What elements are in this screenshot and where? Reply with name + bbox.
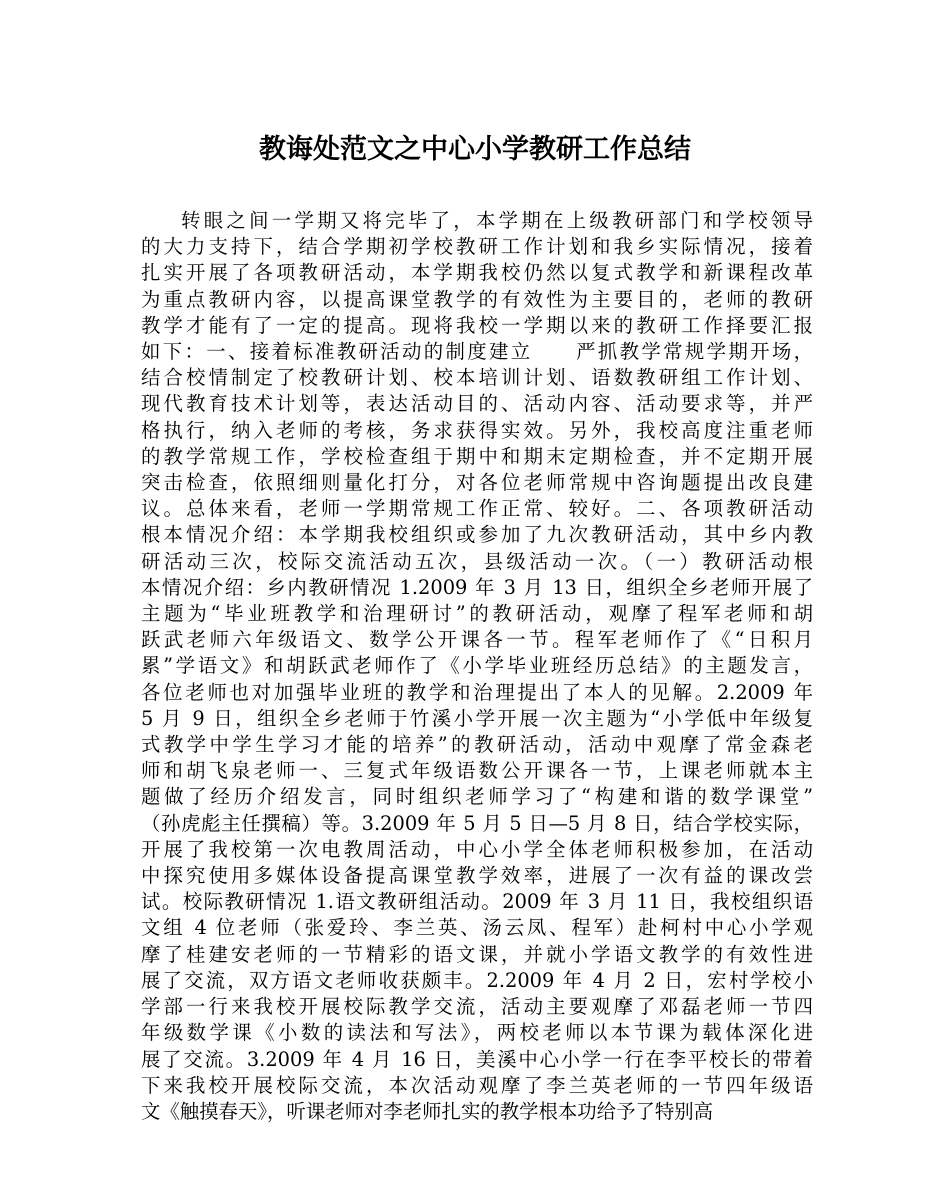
- body-line: 文组 4 位老师（张爱玲、李兰英、汤云凤、程军）赴柯村中心小学观: [141, 916, 813, 940]
- body-line: 开展了我校第一次电教周活动，中心小学全体老师积极参加，在活动: [141, 837, 813, 861]
- body-line: 展了交流，双方语文老师收获颇丰。2.2009 年 4 月 2 日，宏村学校小: [141, 968, 813, 992]
- body-line: 扎实开展了各项教研活动，本学期我校仍然以复式教学和新课程改革: [141, 261, 813, 285]
- body-line: 的教学常规工作，学校检查组于期中和期末定期检查，并不定期开展: [141, 444, 813, 468]
- body-line: （孙虎彪主任撰稿）等。3.2009 年 5 月 5 日—5 月 8 日，结合学校实际，: [141, 811, 813, 835]
- body-line: 格执行，纳入老师的考核，务求获得实效。另外，我校高度注重老师: [141, 418, 813, 442]
- body-line: 根本情况介绍：本学期我校组织或参加了九次教研活动，其中乡内教: [141, 523, 813, 547]
- body-line: 累”学语文》和胡跃武老师作了《小学毕业班经历总结》的主题发言，: [141, 654, 813, 678]
- body-line: 如下：一、接着标准教研活动的制度建立 严抓教学常规学期开场，: [141, 340, 813, 364]
- body-line: 现代教育技术计划等，表达活动目的、活动内容、活动要求等，并严: [141, 392, 813, 416]
- body-line: 题做了经历介绍发言，同时组织老师学习了“构建和谐的数学课堂”: [141, 785, 813, 809]
- body-line: 跃武老师六年级语文、数学公开课各一节。程军老师作了《“日积月: [141, 628, 813, 652]
- body-line: 教学才能有了一定的提高。现将我校一学期以来的教研工作择要汇报: [141, 313, 813, 337]
- body-line: 的大力支持下，结合学期初学校教研工作计划和我乡实际情况，接着: [141, 235, 813, 259]
- body-line: 转眼之间一学期又将完毕了，本学期在上级教研部门和学校领导: [181, 209, 813, 232]
- body-line: 议。总体来看，老师一学期常规工作正常、较好。二、各项教研活动: [141, 497, 813, 521]
- body-line: 各位老师也对加强毕业班的教学和治理提出了本人的见解。2.2009 年: [141, 680, 813, 704]
- body-line: 摩了桂建安老师的一节精彩的语文课，并就小学语文教学的有效性进: [141, 942, 813, 966]
- body-line: 文《触摸春天》，听课老师对李老师扎实的教学根本功给予了特别高: [141, 1099, 714, 1123]
- document-body: [141, 208, 813, 1125]
- body-line: 式教学中学生学习才能的培养”的教研活动，活动中观摩了常金森老: [141, 733, 813, 757]
- body-line: 突击检查，依照细则量化打分，对各位老师常规中咨询题提出改良建: [141, 471, 813, 495]
- body-line: 试。校际教研情况 1.语文教研组活动。2009 年 3 月 11 日，我校组织语: [141, 890, 813, 914]
- body-line: 师和胡飞泉老师一、三复式年级语数公开课各一节，上课老师就本主: [141, 759, 813, 783]
- body-line: 主题为“毕业班教学和治理研讨”的教研活动，观摩了程军老师和胡: [141, 602, 813, 626]
- body-line: 年级数学课《小数的读法和写法》，两校老师以本节课为载体深化进: [141, 1021, 813, 1045]
- body-line: 5 月 9 日，组织全乡老师于竹溪小学开展一次主题为“小学低中年级复: [141, 706, 813, 730]
- body-line: 展了交流。3.2009 年 4 月 16 日，美溪中心小学一行在李平校长的带着: [141, 1047, 813, 1071]
- body-line: 学部一行来我校开展校际教学交流，活动主要观摩了邓磊老师一节四: [141, 995, 813, 1019]
- body-line: 为重点教研内容，以提高课堂教学的有效性为主要目的，老师的教研: [141, 287, 813, 311]
- body-line: 下来我校开展校际交流，本次活动观摩了李兰英老师的一节四年级语: [141, 1073, 813, 1097]
- document-title: 教诲处范文之中心小学教研工作总结: [259, 134, 691, 165]
- body-line: 结合校情制定了校教研计划、校本培训计划、语数教研组工作计划、: [141, 366, 813, 390]
- body-line: 研活动三次，校际交流活动五次，县级活动一次。（一）教研活动根: [141, 549, 813, 573]
- body-line: 本情况介绍：乡内教研情况 1.2009 年 3 月 13 日，组织全乡老师开展了: [141, 575, 813, 599]
- body-line: 中探究使用多媒体设备提高课堂教学效率，进展了一次有益的课改尝: [141, 864, 813, 888]
